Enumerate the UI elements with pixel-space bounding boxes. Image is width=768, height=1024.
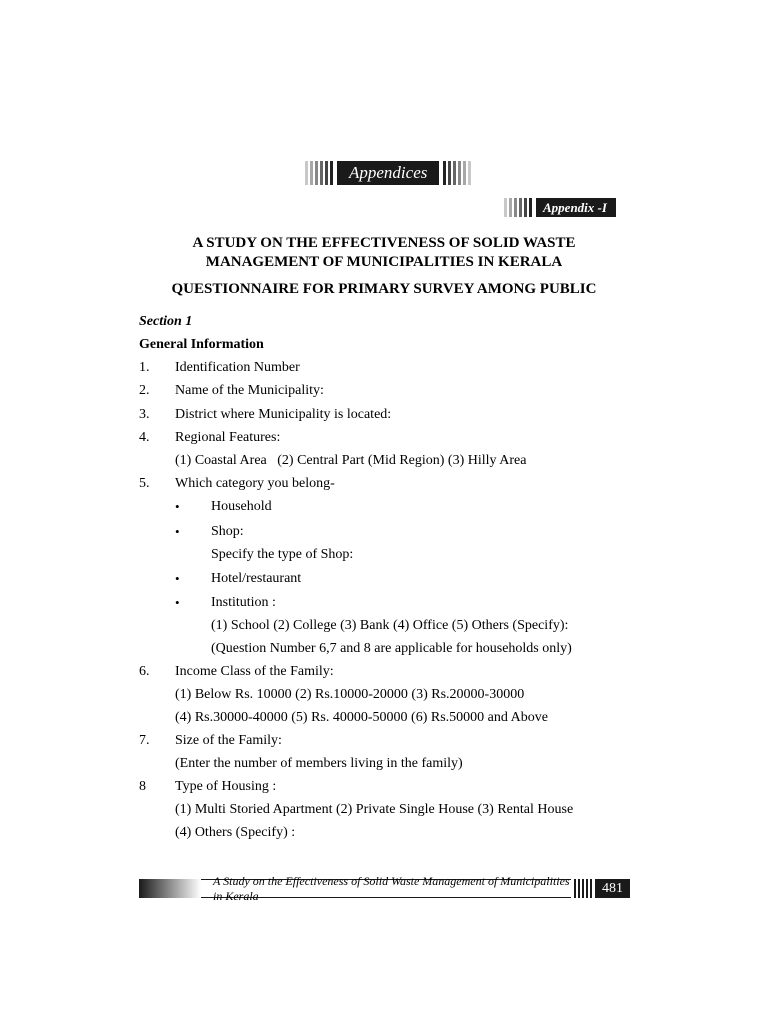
q8-text: Type of Housing :	[175, 779, 277, 794]
footer-running-title: A Study on the Effectiveness of Solid Waste Management of Municipalities in Kerala	[201, 879, 571, 898]
q7-text: Size of the Family:	[175, 733, 282, 748]
appendix-tag	[504, 198, 616, 217]
banner-left-stripes	[305, 161, 333, 185]
q5-text: Which category you belong-	[175, 476, 335, 491]
q8-options-2: (4) Others (Specify) :	[175, 825, 296, 840]
title-line-2: MANAGEMENT OF MUNICIPALITIES IN KERALA	[205, 254, 563, 270]
banner-title: Appendices	[337, 161, 439, 185]
q2-text: Name of the Municipality:	[175, 383, 324, 398]
title-line-1: A STUDY ON THE EFFECTIVENESS OF SOLID WASTE	[192, 235, 576, 251]
q5-shop-type: Specify the type of Shop:	[211, 547, 354, 562]
q5-option-household: Household	[211, 499, 272, 514]
footer-stripes	[574, 879, 592, 898]
q7-note: (Enter the number of members living in the family)	[175, 756, 463, 771]
q4-options: (1) Coastal Area (2) Central Part (Mid Region) (3) Hilly Area	[175, 453, 527, 468]
banner-right-stripes	[443, 161, 471, 185]
q5-option-shop: Shop:	[211, 524, 244, 539]
q4-number: 4.	[139, 430, 150, 445]
q2-number: 2.	[139, 383, 150, 398]
q7-number: 7.	[139, 733, 150, 748]
q6-text: Income Class of the Family:	[175, 664, 334, 679]
q5-option-institution: Institution :	[211, 595, 276, 610]
appendix-label: Appendix -I	[536, 198, 616, 217]
q5-option-hotel: Hotel/restaurant	[211, 571, 302, 586]
q4-text: Regional Features:	[175, 430, 281, 445]
section-title: Section 1	[139, 314, 193, 329]
q1-text: Identification Number	[175, 360, 300, 375]
q3-text: District where Municipality is located:	[175, 407, 392, 422]
q6-options-1: (1) Below Rs. 10000 (2) Rs.10000-20000 (3) Rs.20000-30000	[175, 687, 525, 702]
appendices-banner	[305, 161, 471, 185]
document-title	[139, 234, 629, 272]
bullet-icon: •	[175, 524, 180, 539]
q3-number: 3.	[139, 407, 150, 422]
q5-note: (Question Number 6,7 and 8 are applicable for households only)	[211, 641, 572, 656]
q8-options-1: (1) Multi Storied Apartment (2) Private Single House (3) Rental House	[175, 802, 574, 817]
appendix-stripes	[504, 198, 532, 217]
bullet-icon: •	[175, 595, 180, 610]
q8-number: 8	[139, 779, 146, 794]
footer-gradient-bar	[139, 879, 201, 898]
q1-number: 1.	[139, 360, 150, 375]
bullet-icon: •	[175, 499, 180, 514]
q6-number: 6.	[139, 664, 150, 679]
page-footer	[139, 873, 630, 903]
q5-institution-types: (1) School (2) College (3) Bank (4) Office (5) Others (Specify):	[211, 618, 569, 633]
document-subtitle: QUESTIONNAIRE FOR PRIMARY SURVEY AMONG PUBLIC	[171, 281, 597, 297]
bullet-icon: •	[175, 571, 180, 586]
q5-number: 5.	[139, 476, 150, 491]
section-subtitle: General Information	[139, 337, 264, 352]
page-number: 481	[595, 879, 630, 898]
q6-options-2: (4) Rs.30000-40000 (5) Rs. 40000-50000 (6) Rs.50000 and Above	[175, 710, 548, 725]
